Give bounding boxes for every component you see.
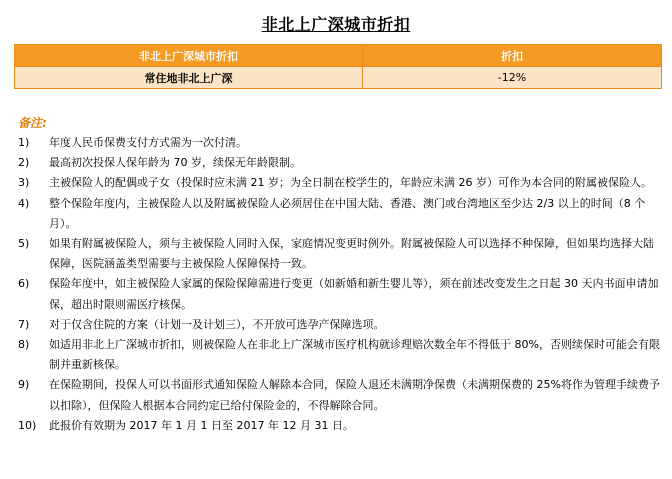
- note-number: 6): [18, 277, 30, 291]
- table-cell-discount-value: -12%: [363, 67, 662, 89]
- note-number: 3): [18, 176, 30, 190]
- note-number: 2): [18, 156, 30, 170]
- table-cell-residence: 常住地非北上广深: [15, 67, 363, 89]
- list-item: [18, 194, 663, 234]
- note-text: 年度人民币保费支付方式需为一次付清。: [49, 136, 247, 149]
- note-number: 7): [18, 317, 30, 331]
- list-item: [18, 315, 663, 335]
- list-item: [18, 153, 663, 173]
- note-number: 10): [18, 418, 37, 432]
- page-title: 非北上广深城市折扣: [261, 15, 411, 34]
- note-number: 5): [18, 237, 30, 251]
- notes-list: [18, 133, 663, 436]
- note-text: 在保险期间，投保人可以书面形式通知保险人解除本合同，保险人退还未满期净保费（未满期保费的 25%将作为管理手续费予以扣除），但保险人根据本合同约定已给付保险金的，不得解除合同。: [49, 378, 660, 412]
- table-header-city-discount: 非北上广深城市折扣: [15, 45, 363, 67]
- table-row: [15, 67, 662, 89]
- table-header-row: [15, 45, 662, 67]
- note-text: 如适用非北上广深城市折扣，则被保险人在非北上广深城市医疗机构就诊理赔次数全年不得低于 80%，否则续保时可能会有限制并重新核保。: [49, 338, 660, 372]
- discount-table: [14, 44, 662, 89]
- note-text: 主被保险人的配偶或子女（投保时应未满 21 岁；为全日制在校学生的，年龄应未满 26 岁）可作为本合同的附属被保险人。: [49, 176, 652, 190]
- note-text: 此报价有效期为 2017 年 1 月 1 日至 2017 年 12 月 31 日。: [49, 418, 354, 432]
- note-text: 整个保险年度内，主被保险人以及附属被保险人必须居住在中国大陆、香港、澳门或台湾地区至少达 2/3 以上的时间（8 个月）。: [49, 196, 646, 230]
- list-item: [18, 234, 663, 274]
- list-item: [18, 173, 663, 193]
- list-item: [18, 335, 663, 375]
- table-header-discount: 折扣: [363, 45, 662, 67]
- notes-heading: 备注:: [18, 116, 47, 130]
- note-number: 9): [18, 378, 30, 392]
- note-text: 最高初次投保人保年龄为 70 岁，续保无年龄限制。: [49, 156, 301, 170]
- note-number: 1): [18, 136, 30, 149]
- note-number: 8): [18, 338, 30, 352]
- note-text: 保险年度中，如主被保险人家属的保险保障需进行变更（如新婚和新生婴儿等），须在前述改变发生之日起 30 天内书面申请加保，超出时限则需医疗核保。: [49, 277, 659, 311]
- list-item: [18, 416, 663, 436]
- note-text: 对于仅含住院的方案（计划一及计划三），不开放可选孕产保障选项。: [49, 317, 385, 331]
- list-item: [18, 274, 663, 314]
- list-item: [18, 375, 663, 415]
- note-number: 4): [18, 196, 30, 210]
- note-text: 如果有附属被保险人，须与主被保险人同时入保，家庭情况变更时例外。附属被保险人可以选择不种保障，但如果均选择大陆保障，医院涵盖类型需要与主被保险人保障保持一致。: [49, 237, 654, 271]
- list-item: [18, 133, 663, 153]
